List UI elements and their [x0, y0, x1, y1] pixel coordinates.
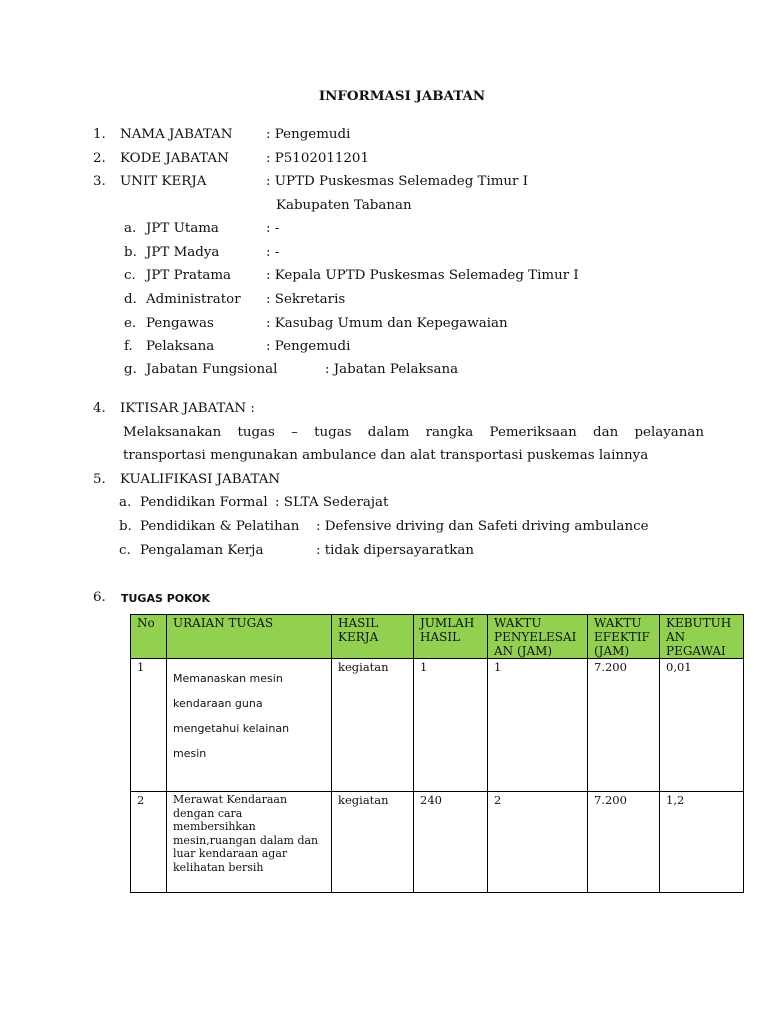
list-item-value: : Kasubag Umum dan Kepegawaian: [266, 316, 508, 331]
unit-kerja-value-line2: Kabupaten Tabanan: [276, 198, 412, 213]
list-item-letter: b.: [119, 519, 132, 534]
column-header: WAKTU PENYELESAI AN (JAM): [488, 615, 588, 659]
list-item-label: JPT Madya: [146, 245, 220, 260]
uraian-text: Merawat Kendaraan dengan cara membersihkan mesin,ruangan dalam dan luar kendaraan agar kelihatan bersih: [173, 793, 319, 874]
column-header: JUMLAH HASIL: [414, 615, 488, 659]
list-item-letter: a.: [124, 221, 137, 236]
list-item-label: JPT Utama: [146, 221, 219, 236]
table-cell-uraian: [167, 792, 332, 893]
item-number: 2.: [93, 151, 106, 166]
nama-jabatan-label: NAMA JABATAN: [120, 127, 233, 142]
list-item-letter: a.: [119, 495, 132, 510]
list-item-value: : -: [266, 245, 280, 260]
list-item-value: : tidak dipersayaratkan: [316, 543, 475, 558]
iktisar-text-line1: Melaksanakan tugas – tugas dalam rangka Pemeriksaan dan pelayanan: [123, 425, 704, 440]
column-header: KEBUTUH AN PEGAWAI: [660, 615, 744, 659]
table-cell-jumlah: 1: [414, 659, 488, 792]
table-cell-jumlah: 240: [414, 792, 488, 893]
list-item-value: : Pengemudi: [266, 339, 351, 354]
list-item-label: Administrator: [146, 292, 241, 307]
iktisar-label: IKTISAR JABATAN :: [120, 401, 255, 416]
list-item-label: JPT Pratama: [146, 268, 232, 283]
table-cell-waktu-penyelesaian: 1: [488, 659, 588, 792]
list-item-letter: d.: [124, 292, 137, 307]
table-cell-waktu-efektif: 7.200: [588, 792, 660, 893]
list-item-value: : Kepala UPTD Puskesmas Selemadeg Timur I: [266, 268, 579, 283]
table-cell-waktu-efektif: 7.200: [588, 659, 660, 792]
list-item-label: Pendidikan Formal: [140, 495, 268, 510]
unit-kerja-value: : UPTD Puskesmas Selemadeg Timur I: [266, 174, 529, 189]
list-item-value: : Defensive driving dan Safeti driving ambulance: [316, 519, 649, 534]
list-item-letter: e.: [124, 316, 137, 331]
table-cell-kebutuhan: 0,01: [660, 659, 744, 792]
list-item-label: Jabatan Fungsional: [146, 362, 278, 377]
list-item-letter: g.: [124, 362, 137, 377]
column-header: No: [131, 615, 167, 659]
table-cell-uraian: [167, 659, 332, 792]
kualifikasi-label: KUALIFIKASI JABATAN: [120, 472, 281, 487]
list-item-label: Pengawas: [146, 316, 214, 331]
list-item-value: : Sekretaris: [266, 292, 346, 307]
list-item-letter: b.: [124, 245, 137, 260]
tugas-pokok-label: TUGAS POKOK: [121, 592, 211, 605]
list-item-value: : -: [266, 221, 280, 236]
column-header: URAIAN TUGAS: [167, 615, 332, 659]
table-cell-waktu-penyelesaian: 2: [488, 792, 588, 893]
uraian-text: Memanaskan mesin kendaraan guna mengetahui kelainan mesin: [173, 672, 290, 760]
table-cell-no: 2: [131, 792, 167, 893]
list-item-letter: f.: [124, 339, 133, 354]
kode-jabatan-value: : P5102011201: [266, 151, 369, 166]
item-number: 3.: [93, 174, 106, 189]
document-title: INFORMASI JABATAN: [318, 88, 486, 104]
list-item-value: : Jabatan Pelaksana: [325, 362, 459, 377]
list-item-letter: c.: [124, 268, 136, 283]
list-item-label: Pengalaman Kerja: [140, 543, 264, 558]
table-row: [131, 659, 744, 792]
table-cell-hasil: kegiatan: [332, 659, 414, 792]
kode-jabatan-label: KODE JABATAN: [120, 151, 229, 166]
list-item-value: : SLTA Sederajat: [275, 495, 389, 510]
item-number: 1.: [93, 127, 106, 142]
item-number: 5.: [93, 472, 106, 487]
table-cell-hasil: kegiatan: [332, 792, 414, 893]
list-item-label: Pendidikan & Pelatihan: [140, 519, 300, 534]
table-cell-kebutuhan: 1,2: [660, 792, 744, 893]
column-header: HASIL KERJA: [332, 615, 414, 659]
unit-kerja-label: UNIT KERJA: [120, 174, 207, 189]
column-header: WAKTU EFEKTIF (JAM): [588, 615, 660, 659]
item-number: 6.: [93, 590, 106, 605]
table-cell-no: 1: [131, 659, 167, 792]
iktisar-text-line2: transportasi mengunakan ambulance dan alat transportasi puskemas lainnya: [123, 448, 649, 463]
list-item-letter: c.: [119, 543, 131, 558]
tugas-pokok-table: [130, 614, 744, 893]
table-header-row: [131, 615, 744, 659]
list-item-label: Pelaksana: [146, 339, 215, 354]
item-number: 4.: [93, 401, 106, 416]
nama-jabatan-value: : Pengemudi: [266, 127, 351, 142]
table-row: [131, 792, 744, 893]
